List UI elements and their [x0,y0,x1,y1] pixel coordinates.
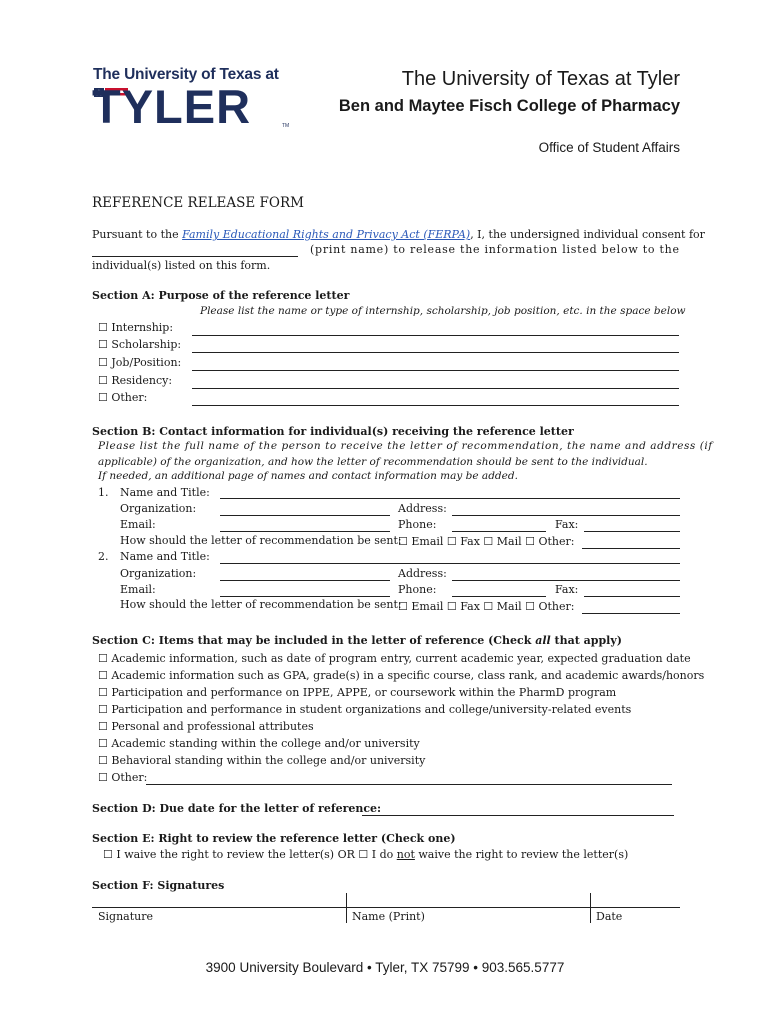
job-position-field[interactable] [192,370,679,371]
contact-1-email-label: Email: [120,518,156,531]
item-academic-gpa[interactable]: ☐ Academic information such as GPA, grade(s) in a specific course, class rank, and academic awards/honors [98,669,705,682]
contact-2-send-label: How should the letter of recommendation be sent: [120,598,402,611]
contact-2-address-field[interactable] [452,580,680,581]
section-c-title [92,634,622,647]
item-other[interactable]: ☐ Other: [98,771,148,784]
internship-field[interactable] [192,335,679,336]
intro-post: , I, the undersigned individual consent for [470,228,705,241]
section-b-instructions-2: applicable) of the organization, and how the letter of recommendation should be sent to the individual. [98,456,648,468]
contact-1-send-label: How should the letter of recommendation be sent: [120,534,402,547]
signature-line[interactable] [92,907,680,908]
contact-2-other-field[interactable] [582,613,680,614]
section-d-title: Section D: Due date for the letter of reference: [92,802,382,815]
item-ippe-appe[interactable]: ☐ Participation and performance on IPPE, APPE, or coursework within the PharmD program [98,686,617,699]
signature-divider-2 [590,893,591,923]
section-c-title-post: that apply) [550,634,622,647]
contact-1-address-label: Address: [398,502,447,515]
footer-address: 3900 University Boulevard • Tyler, TX 75799 • 903.565.5777 [205,960,565,975]
section-c-title-pre: Section C: Items that may be included in the letter of reference (Check [92,634,536,647]
section-a-hint: Please list the name or type of internship, scholarship, job position, etc. in the space below [200,305,686,317]
option-other[interactable]: ☐ Other: [98,391,148,404]
contact-2-name-label: Name and Title: [120,550,210,563]
contact-1-email-field[interactable] [220,531,390,532]
scholarship-field[interactable] [192,352,679,353]
due-date-field[interactable] [362,815,674,816]
contact-1-org-label: Organization: [120,502,197,515]
signature-label: Signature [98,910,154,923]
option-residency[interactable]: ☐ Residency: [98,374,173,387]
intro-line-2: (print name) to release the information listed below to the [310,243,680,256]
contact-2-send-options[interactable]: ☐ Email ☐ Fax ☐ Mail ☐ Other: [398,600,575,613]
waiver-text-not: not [396,848,415,861]
contact-2-name-field[interactable] [220,563,680,564]
intro-line-3: individual(s) listed on this form. [92,259,271,272]
contact-1-phone-field[interactable] [452,531,546,532]
section-c-title-em: all [535,634,551,647]
contact-1-fax-field[interactable] [584,531,680,532]
contact-1-phone-label: Phone: [398,518,437,531]
contact-2-email-label: Email: [120,583,156,596]
section-a-title: Section A: Purpose of the reference letter [92,289,350,302]
contact-2-fax-field[interactable] [584,596,680,597]
logo-trademark: TM [282,123,290,129]
print-name-field[interactable] [92,256,298,257]
ferpa-link[interactable]: Family Educational Rights and Privacy Act (FERPA) [182,228,471,241]
intro-pre: Pursuant to the [92,228,183,241]
waiver-text-post: waive the right to review the letter(s) [414,848,629,861]
option-scholarship[interactable]: ☐ Scholarship: [98,338,182,351]
office-name: Office of Student Affairs [538,140,680,155]
date-label: Date [596,910,623,923]
section-b-instructions-1: Please list the full name of the person to receive the letter of recommendation, the name and address (if [98,440,713,452]
section-e-title: Section E: Right to review the reference letter (Check one) [92,832,456,845]
residency-field[interactable] [192,388,679,389]
contact-1-name-label: Name and Title: [120,486,210,499]
item-student-orgs[interactable]: ☐ Participation and performance in student organizations and college/university-related events [98,703,632,716]
option-job-position[interactable]: ☐ Job/Position: [98,356,182,369]
waiver-options[interactable] [103,848,628,861]
section-b-title: Section B: Contact information for individual(s) receiving the reference letter [92,425,574,438]
contact-1-name-field[interactable] [220,498,680,499]
intro-line-1 [92,228,705,241]
contact-2-org-field[interactable] [220,580,390,581]
signature-divider-1 [346,893,347,923]
page-subtitle: Ben and Maytee Fisch College of Pharmacy [338,97,680,115]
contact-2-address-label: Address: [398,567,447,580]
item-other-field[interactable] [146,784,672,785]
other-purpose-field[interactable] [192,405,679,406]
item-academic-dates[interactable]: ☐ Academic information, such as date of program entry, current academic year, expected graduation date [98,652,691,665]
contact-1-fax-label: Fax: [555,518,579,531]
university-logo [92,66,292,136]
waiver-text-pre: ☐ I waive the right to review the letter(s) OR ☐ I do [103,848,397,861]
contact-2-fax-label: Fax: [555,583,579,596]
contact-2-number: 2. [98,550,109,563]
name-print-label: Name (Print) [352,910,425,923]
contact-1-number: 1. [98,486,109,499]
contact-2-phone-field[interactable] [452,596,546,597]
contact-1-other-field[interactable] [582,548,680,549]
option-internship[interactable]: ☐ Internship: [98,321,174,334]
item-academic-standing[interactable]: ☐ Academic standing within the college and/or university [98,737,420,750]
item-behavioral-standing[interactable]: ☐ Behavioral standing within the college and/or university [98,754,426,767]
contact-1-send-options[interactable]: ☐ Email ☐ Fax ☐ Mail ☐ Other: [398,535,575,548]
contact-2-phone-label: Phone: [398,583,437,596]
page-title: The University of Texas at Tyler [401,68,680,90]
contact-1-address-field[interactable] [452,515,680,516]
contact-2-org-label: Organization: [120,567,197,580]
section-b-instructions-3: If needed, an additional page of names and contact information may be added. [98,470,518,482]
contact-1-org-field[interactable] [220,515,390,516]
item-personal-attributes[interactable]: ☐ Personal and professional attributes [98,720,314,733]
form-title: REFERENCE RELEASE FORM [92,195,304,211]
logo-top-text: The University of Texas at [93,66,279,83]
section-f-title: Section F: Signatures [92,879,225,892]
contact-2-email-field[interactable] [220,596,390,597]
logo-main-text: TYLER [92,80,252,133]
